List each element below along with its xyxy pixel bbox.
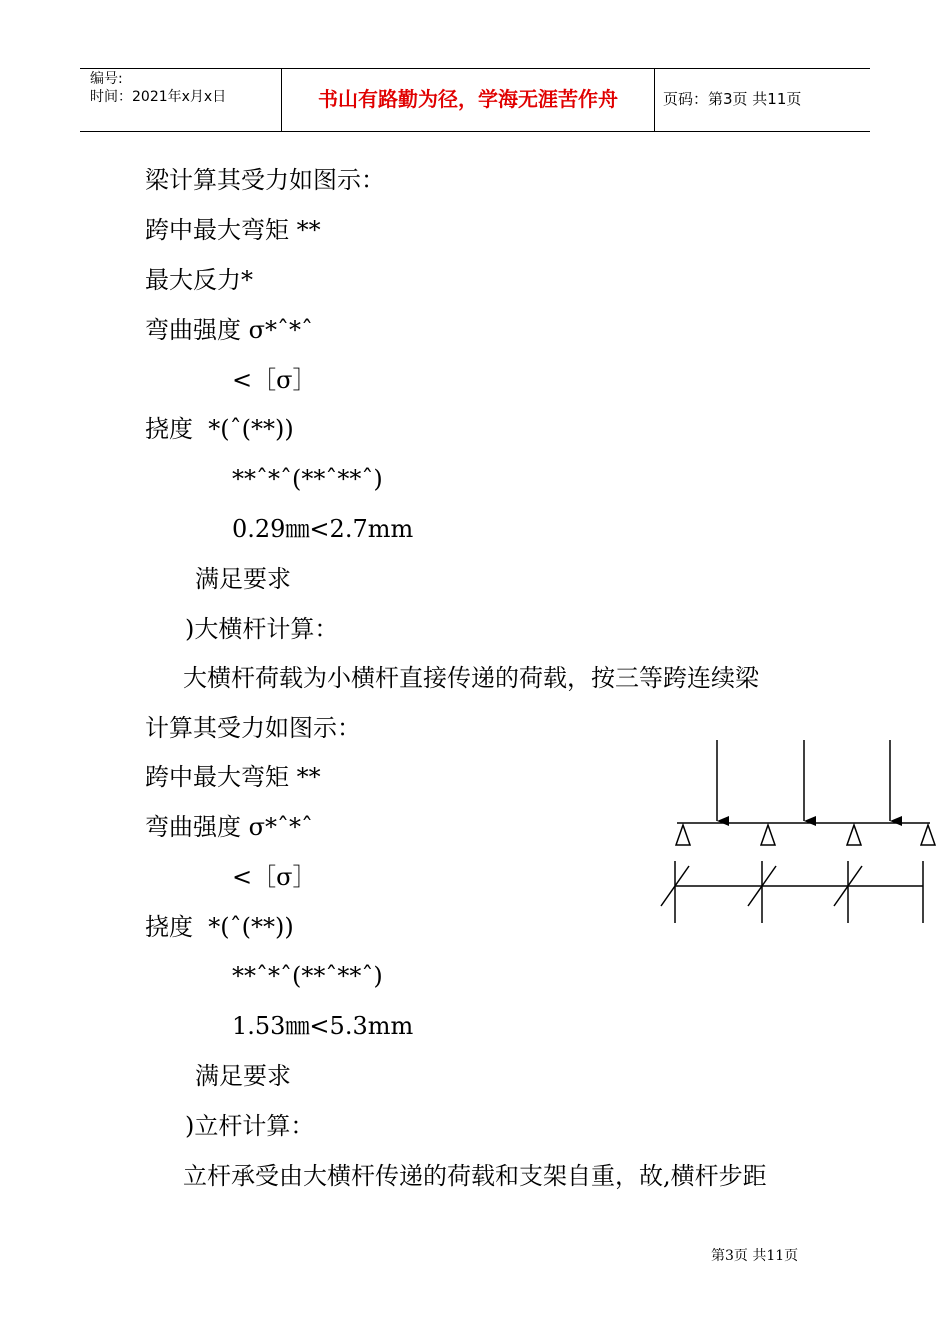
support-triangle bbox=[676, 825, 690, 845]
text-line: <［σ］ bbox=[232, 863, 317, 891]
support-triangle bbox=[847, 825, 861, 845]
text-line: 满足要求 bbox=[195, 565, 291, 593]
footer-page-number: 第3页 共11页 bbox=[711, 1248, 799, 1264]
section-heading: )大横杆计算： bbox=[185, 615, 339, 643]
text-line: 弯曲强度 σ*ˆ*ˆ bbox=[145, 316, 314, 344]
motto-text: 书山有路勤为径，学海无涯苦作舟 bbox=[318, 87, 618, 111]
text-line: 计算其受力如图示： bbox=[145, 714, 361, 742]
header-page-number: 页码：第3页 共11页 bbox=[663, 90, 802, 108]
text-line: 弯曲强度 σ*ˆ*ˆ bbox=[145, 813, 314, 841]
serial-label: 编号: bbox=[90, 71, 123, 87]
support-triangle bbox=[921, 825, 935, 845]
text-line: 跨中最大弯矩 ** bbox=[145, 763, 321, 791]
time-label: 时间：2021年x月x日 bbox=[90, 89, 227, 105]
header-motto-cell bbox=[282, 69, 655, 131]
text-line: **ˆ*ˆ(**ˆ**ˆ) bbox=[232, 465, 383, 493]
text-line: **ˆ*ˆ(**ˆ**ˆ) bbox=[232, 962, 383, 990]
text-line: <［σ］ bbox=[232, 366, 317, 394]
section-heading: )立杆计算： bbox=[185, 1112, 315, 1140]
page-header bbox=[80, 68, 870, 132]
text-line: 大横杆荷载为小横杆直接传递的荷载，按三等跨连续梁 bbox=[183, 664, 759, 692]
text-line: 满足要求 bbox=[195, 1062, 291, 1090]
support-triangle bbox=[761, 825, 775, 845]
deflection-result-1: 0.29㎜<2.7mm bbox=[232, 515, 414, 543]
header-page-cell bbox=[655, 69, 870, 131]
text-line: 最大反力* bbox=[145, 266, 253, 294]
text-line: 跨中最大弯矩 ** bbox=[145, 216, 321, 244]
deflection-result-2: 1.53㎜<5.3mm bbox=[232, 1012, 414, 1040]
text-line: 梁计算其受力如图示： bbox=[145, 166, 385, 194]
text-line: 挠度 *(ˆ(**)) bbox=[145, 913, 294, 941]
text-line: 立杆承受由大横杆传递的荷载和支架自重，故,横杆步距 bbox=[183, 1162, 767, 1190]
beam-load-diagram bbox=[655, 735, 945, 930]
text-line: 挠度 *(ˆ(**)) bbox=[145, 415, 294, 443]
header-info-cell bbox=[80, 69, 282, 131]
